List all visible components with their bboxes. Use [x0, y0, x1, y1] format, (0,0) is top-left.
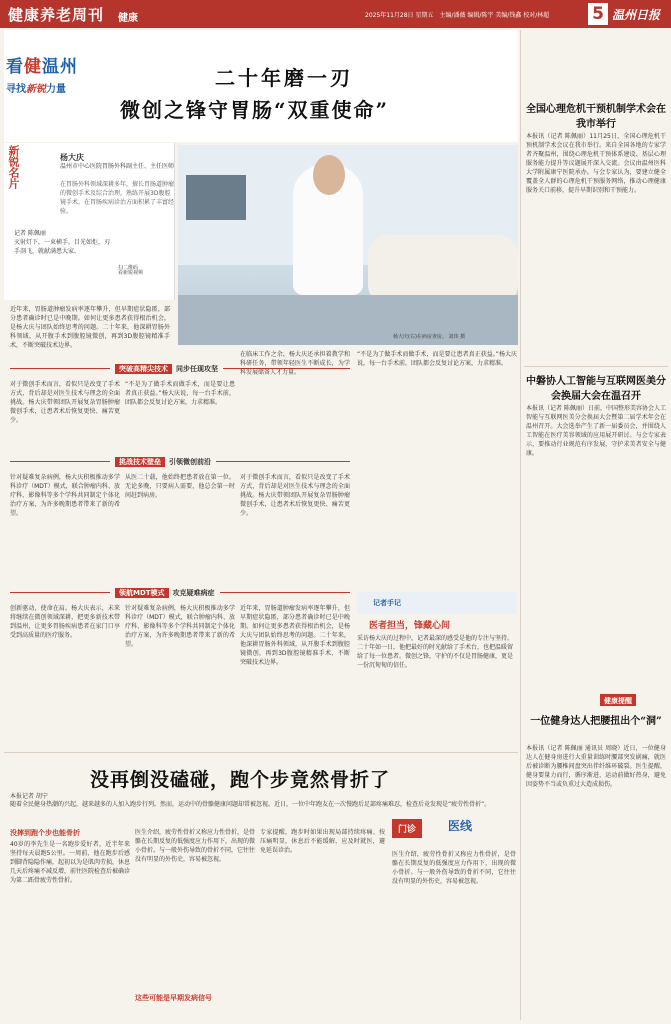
bio-text: 在胃肠外科领域深耕多年，擅长胃肠道肿瘤的微创手术及综合治理，熟练开展3D腹腔镜手术，在胃肠疾病诊治方面积累了丰富经验。: [60, 181, 175, 215]
issue-meta: 2025年11月28日 星期五 主编/潘薇 编辑/陈宇 美编/钱鑫 校对/林超: [365, 12, 550, 19]
clinic-badge: 门诊 医线: [392, 815, 516, 845]
diary-body: 采访杨大庆的过程中，记者最深的感受是他的专注与坚持。二十年如一日，他把最好的时光献给了手术台，也把温暖留给了每一位患者。微创之锋，守护的不仅是胃肠健康，更是一份沉甸甸的信任。: [357, 635, 514, 669]
paper-title: 健康养老周刊: [8, 6, 105, 24]
section-label: 健康: [118, 13, 138, 24]
byline: 记者 陈佩丽: [14, 230, 46, 237]
right-article-1: 本报讯（记者 陈佩丽）11月25日，全国心理危机干预机制学术会议在我市举行。来自全国各地的专家学者齐聚温州，围绕心理危机干预体系建设、基层心理服务能力提升等议题展开深入交流。会议由温州医科大学附属康宁医院承办。与会专家认为，要建立健全覆盖全人群的心理危机干预服务网络，推动心理健康服务关口前移，提升早期识别和干预能力。: [526, 133, 666, 194]
doctor-head: [313, 155, 345, 195]
bio-tag: 新锐名片: [7, 145, 20, 189]
qr-label: 扫二维码: [118, 265, 139, 271]
article-paragraph: 近年来，胃肠道肿瘤发病率逐年攀升，但早期症状隐匿，部分患者确诊时已是中晚期。如何让更多患者获得根治机会，是杨大庆与团队始终思考的问题。二十年来，他深耕胃肠外科领域，从开腹手术到腹腔镜微创，再到3D腹腔镜精准手术，不断突破技术边界。: [240, 605, 350, 666]
qr-text: 看新锐视频: [118, 270, 144, 276]
bottom-subhead-1: 没摔到跑个步也能骨折: [10, 829, 80, 837]
article-paragraph: 近年来，胃肠道肿瘤发病率逐年攀升，但早期症状隐匿，部分患者确诊时已是中晚期。如何让更多患者获得根治机会，是杨大庆与团队始终思考的问题。二十年来，他深耕胃肠外科领域，从开腹手术到腹腔镜微创，再到3D腹腔镜精准手术，不断突破技术边界。: [10, 306, 170, 349]
article-paragraph: 创新驱动，使命在肩。杨大庆表示，未来将继续在微创领域深耕，把更多新技术带到温州，让更多胃肠疾病患者在家门口享受到高质量的医疗服务。: [10, 605, 120, 639]
bottom-byline: 本报记者 胡宁: [10, 793, 48, 800]
headline-line1: 二十年磨一刃: [215, 66, 353, 90]
bio-info: 温州市中心医院胃肠外科副主任、主任医师: [60, 163, 175, 170]
bio-name: 杨大庆: [60, 153, 84, 162]
health-banner: 健康提醒: [600, 694, 636, 706]
column-divider: [520, 30, 521, 1020]
article-paragraph: 从医二十载，他始终把患者放在第一位。无论多晚，只要病人需要，他总会第一时间赶到病房。: [125, 474, 235, 499]
bottom-intro: 随着全民健身热潮的兴起，越来越多的人加入跑步行列。然而，运动中的骨骼健康问题却常被忽视。近日，一位中年跑友在一次慢跑后足部疼痛难忍，检查后竟发现是“疲劳性骨折”。: [10, 801, 491, 808]
right-headline-2: 中磐协人工智能与互联网医美分会换届大会在温召开: [526, 376, 666, 402]
article-paragraph: “不是为了做手术而做手术，而是要让患者真正获益。”杨大庆说，每一台手术前，团队都会反复讨论方案，力求精准。: [357, 351, 517, 367]
section-header-2: 挑战技术壁垒 引领微创前沿: [10, 455, 350, 469]
diary-header: 记者手记: [357, 592, 517, 614]
section-header-1: 突破高精尖技术 同步任现攻坚: [10, 362, 350, 376]
article-paragraph: 针对疑难复杂病例，杨大庆积极推动多学科诊疗（MDT）模式，联合肿瘤内科、放疗科、影像科等多个学科共同制定个体化治疗方案，为许多晚期患者带来了新的希望。: [125, 605, 235, 648]
column-logo: 看健温州: [6, 57, 78, 77]
article-paragraph: 医生介绍，疲劳性骨折又称应力性骨折，是骨骼在长期反复的低强度应力作用下，出现的微小骨折。与一般外伤导致的骨折不同，它往往没有明显的外伤史，容易被忽视。: [135, 829, 255, 863]
article-paragraph: 医生介绍，疲劳性骨折又称应力性骨折，是骨骼在长期反复的低强度应力作用下，出现的微小骨折。与一般外伤导致的骨折不同，它往往没有明显的外伤史，容易被忽视。: [392, 851, 516, 885]
column-slogan: 寻找新锐力量: [6, 84, 66, 95]
headline-line2: 微创之锋守胃肠“双重使命”: [120, 98, 390, 122]
right-headline-3: 一位健身达人把腰扭出个“洞”: [530, 716, 662, 727]
photo-caption: 杨大庆(右)在病房查房。 刘玮 摄: [393, 334, 466, 340]
masthead: [0, 0, 671, 28]
right-article-2: 本报讯（记者 陈佩丽）日前，中国整形美容协会人工智能与互联网医美分会换届大会暨第二届学术年会在温州召开。大会选举产生了新一届委员会，并围绕人工智能在医疗美容领域的应用展开研讨。与会专家表示，要推动行业规范有序发展，守护求美者安全与健康。: [526, 405, 666, 457]
article-paragraph: 针对疑难复杂病例，杨大庆积极推动多学科诊疗（MDT）模式，联合肿瘤内科、放疗科、影像科等多个学科共同制定个体化治疗方案，为许多晚期患者带来了新的希望。: [10, 474, 120, 517]
diary-title: 医者担当，锋藏心间: [369, 621, 451, 631]
monitor-shape: [186, 175, 246, 220]
bed-shape: [178, 295, 518, 345]
article-paragraph: 对于微创手术而言，看似只是改变了手术方式，背后却是对医生技术与理念的全面挑战。杨大庆带领团队开展复杂胃肠肿瘤微创手术，让患者术后恢复更快、痛苦更少。: [240, 474, 350, 517]
divider: [4, 752, 518, 753]
page-number: 5: [588, 3, 608, 25]
section-header-3: 领航MDT模式 攻克疑难病症: [10, 586, 350, 600]
lead-quote: 灭射灯下，一束横手，目光如炬，刃手剖飞，就献满患大家。: [14, 239, 111, 255]
bottom-headline: 没再倒没磕碰，跑个步竟然骨折了: [90, 769, 391, 791]
right-headline-1: 全国心理危机干预机制学术会在我市举行: [526, 104, 666, 130]
brand-logo: 温州日报: [612, 8, 661, 22]
right-article-3: 本报讯（记者 陈佩丽 通讯员 周晓）近日，一位健身达人在健身房进行大重量训练时腰部突发剧痛，就医后被诊断为腰椎间盘突出伴纤维环破裂。医生提醒，健身要量力而行，循序渐进，运动前做好热身，避免因姿势不当或负重过大造成损伤。: [526, 745, 666, 788]
divider: [524, 366, 668, 367]
article-paragraph: “不是为了做手术而做手术，而是要让患者真正获益。”杨大庆说，每一台手术前，团队都会反复讨论方案，力求精准。: [125, 381, 235, 406]
feature-photo: [178, 145, 518, 345]
article-paragraph: 专家提醒，跑步时如果出现局部持续疼痛、按压痛明显，休息后不能缓解，应及时就医，避免延误诊治。: [260, 829, 385, 854]
bottom-subhead-2: 这些可能是早期发病信号: [135, 994, 212, 1002]
article-paragraph: 40岁的李先生是一名跑步爱好者，近半年来坚持每天晨跑5公里。一周前，他在跑步后感到脚背隐隐作痛，起初以为是肌肉劳损，休息几天后疼痛不减反增，前往医院检查后被确诊为第二跖骨疲劳性骨折。: [10, 841, 130, 884]
article-paragraph: 对于微创手术而言，看似只是改变了手术方式，背后却是对医生技术与理念的全面挑战。杨大庆带领团队开展复杂胃肠肿瘤微创手术，让患者术后恢复更快、痛苦更少。: [10, 381, 120, 424]
article-paragraph: 在临床工作之余，杨大庆还承担着教学和科研任务，带领年轻医生不断成长，为学科发展储备人才力量。: [240, 351, 350, 376]
